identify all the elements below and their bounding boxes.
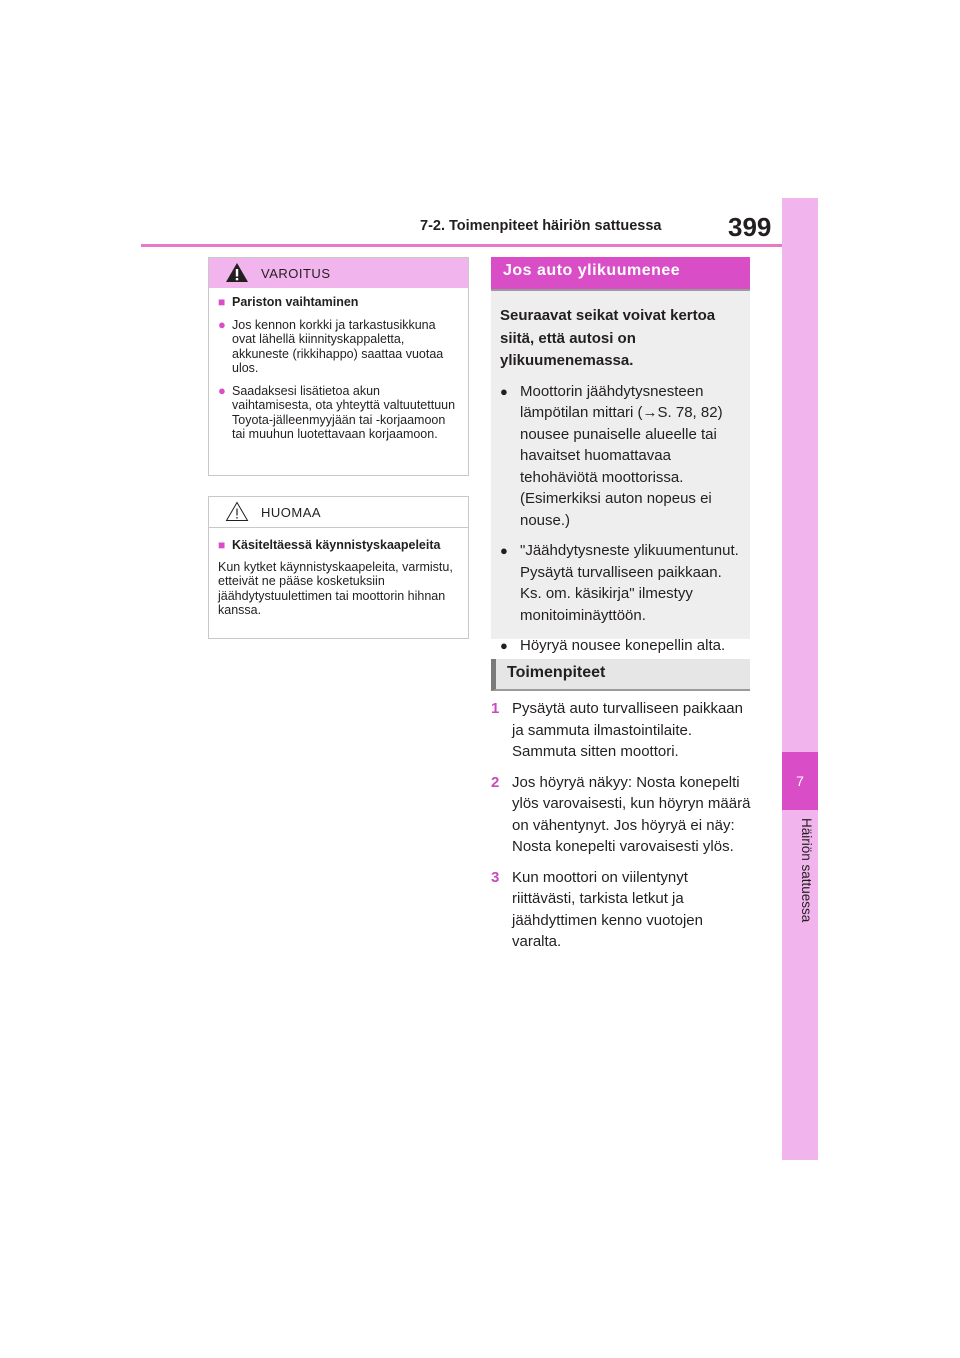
- chapter-side-tab: [782, 198, 818, 1160]
- list-item: [500, 540, 740, 626]
- notice-box: [208, 496, 469, 639]
- warning-heading-text: Pariston vaihtaminen: [232, 295, 359, 309]
- step-item: [491, 772, 753, 858]
- warning-header: [209, 258, 468, 288]
- step-text: Kun moottori on viilentynyt riittävästi, tarkista letkut ja jäähdyttimen kenno vuotojen varalta.: [512, 868, 703, 950]
- list-item: [500, 635, 740, 657]
- dot-bullet-icon: ●: [218, 316, 226, 332]
- section-title: 7-2. Toimenpiteet häiriön sattuessa: [420, 218, 662, 234]
- step-text: Pysäytä auto turvalliseen paikkaan ja sammuta ilmastointilaite. Sammuta sitten moottori.: [512, 700, 743, 760]
- list-item: [218, 384, 458, 442]
- warning-item-text: Jos kennon korkki ja tarkastusikkuna ovat lähellä kiinnityskappaletta, akkuneste (rikkihappo) saattaa vuotaa ulos.: [232, 317, 444, 375]
- dot-bullet-icon: ●: [500, 638, 508, 653]
- notice-body: Kun kytket käynnistyskaapeleita, varmistu, etteivät ne pääse kosketuksiin jäähdytystuulettimen tai moottorin hihnan kanssa.: [218, 559, 453, 617]
- step-number: 3: [491, 868, 500, 886]
- warning-heading: [218, 295, 458, 310]
- page-number: 399: [728, 212, 772, 242]
- caution-triangle-icon: [225, 501, 249, 522]
- dot-bullet-icon: ●: [500, 543, 508, 558]
- warning-label: VAROITUS: [261, 266, 331, 281]
- actions-section-title: Toimenpiteet: [491, 659, 750, 691]
- square-bullet-icon: ■: [218, 295, 226, 309]
- notice-label: HUOMAA: [261, 505, 322, 520]
- step-text: Jos höyryä näkyy: Nosta konepelti ylös varovaisesti, kun höyryn määrä on vähentynyt. Jos höyryä ei näy: Nosta konepelti varovaisesti ylös.: [512, 773, 751, 855]
- overheat-bullet-text: Moottorin jäähdytysnesteen lämpötilan mittari (→S. 78, 82) nousee punaiselle alueelle tai havaitset huomattavaa tehohäviötä moottorissa. (Esimerkiksi auton nopeus ei nouse.): [520, 382, 723, 529]
- overheat-panel: [491, 291, 750, 654]
- warning-triangle-icon: [225, 262, 249, 283]
- chapter-label: Häiriön sattuessa: [799, 818, 814, 923]
- dot-bullet-icon: ●: [218, 382, 226, 398]
- list-item: [218, 318, 458, 376]
- chapter-number: 7: [782, 752, 818, 810]
- notice-heading: [218, 538, 458, 553]
- dot-bullet-icon: ●: [500, 383, 508, 399]
- step-item: [491, 867, 753, 953]
- list-item: [500, 381, 740, 532]
- square-bullet-icon: ■: [218, 538, 226, 552]
- step-item: [491, 698, 753, 763]
- overheat-bullet-text: "Jäähdytysneste ylikuumentunut. Pysäytä turvalliseen paikkaan. Ks. om. käsikirja" ilmestyy monitoiminäyttöön.: [520, 542, 739, 624]
- notice-heading-text: Käsiteltäessä käynnistyskaapeleita: [232, 538, 441, 552]
- step-number: 1: [491, 700, 500, 717]
- warning-item-text: Saadaksesi lisätietoa akun vaihtamisesta, ota yhteyttä valtuutettuun Toyota-jälleenmyyjään tai -korjaamoon tai muuhun luotettavaan korjaamoon.: [232, 383, 456, 441]
- overheat-bullet-text: Höyryä nousee konepellin alta.: [520, 637, 726, 654]
- actions-steps: [491, 698, 753, 962]
- warning-box: [208, 257, 469, 476]
- notice-header: [209, 497, 468, 528]
- step-number: 2: [491, 773, 500, 791]
- overheat-section-title: Jos auto ylikuumenee: [491, 257, 750, 289]
- overheat-intro: Seuraavat seikat voivat kertoa siitä, että autosi on ylikuumenemassa.: [500, 307, 716, 369]
- header-rule: [141, 244, 782, 247]
